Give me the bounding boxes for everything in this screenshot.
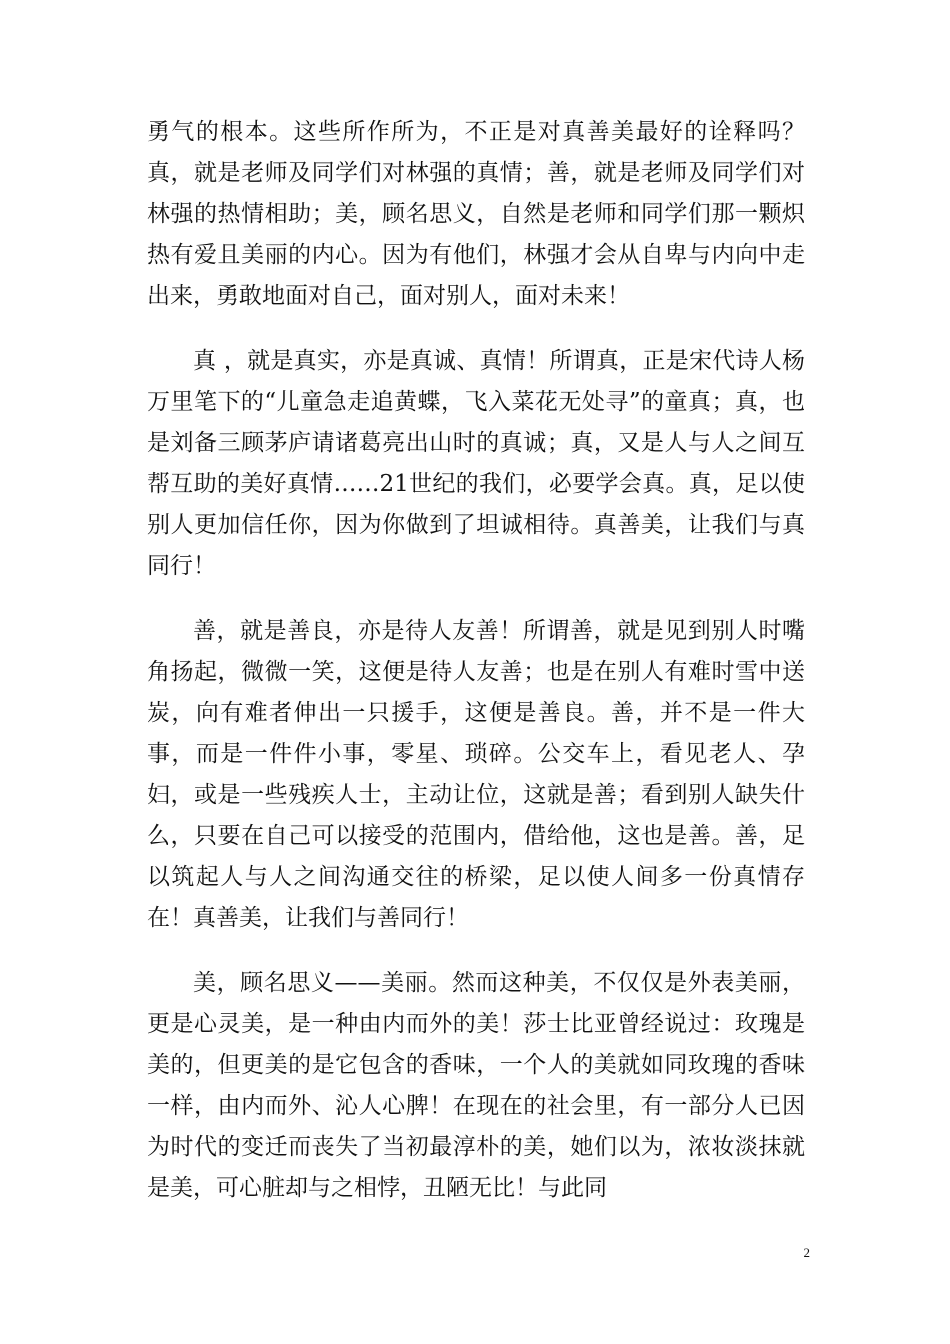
paragraph-2: 真 ，就是真实，亦是真诚、真情！所谓真，正是宋代诗人杨万里笔下的“儿童急走追黄蝶，飞入菜花无处寻”的童真；真，也是刘备三顾茅庐请诸葛亮出山时的真诚；真，又是人与人之间互帮互助的美好真情……21世纪的我们，必要学会真。真，足以使别人更加信任你，因为你做到了坦诚相待。真善美，让我们与真同行！ xyxy=(147,348,805,579)
paragraph-4: 美，顾名思义——美丽。然而这种美，不仅仅是外表美丽，更是心灵美，是一种由内而外的美！莎士比亚曾经说过：玫瑰是美的，但更美的是它包含的香味，一个人的美就如同玫瑰的香味一样，由内而外、沁人心脾！在现在的社会里，有一部分人已因为时代的变迁而丧失了当初最淳朴的美，她们以为，浓妆淡抹就是美，可心脏却与之相悖，丑陋无比！与此同 xyxy=(147,970,805,1201)
paragraph-gap xyxy=(147,939,805,963)
paragraph-gap xyxy=(147,587,805,611)
paragraph-1: 勇气的根本。这些所作所为，不正是对真善美最好的诠释吗？真，就是老师及同学们对林强的真情；善，就是老师及同学们对林强的热情相助；美，顾名思义，自然是老师和同学们那一颗炽热有爱且美丽的内心。因为有他们，林强才会从自卑与内向中走出来，勇敢地面对自己，面对别人，面对未来！ xyxy=(147,119,805,309)
page-number: 2 xyxy=(803,1245,810,1260)
document-body xyxy=(147,112,805,1209)
paragraph-3: 善，就是善良，亦是待人友善！所谓善，就是见到别人时嘴角扬起，微微一笑，这便是待人友善；也是在别人有难时雪中送炭，向有难者伸出一只援手，这便是善良。善，并不是一件大事，而是一件件小事，零星、琐碎。公交车上，看见老人、孕妇，或是一些残疾人士，主动让位，这就是善；看到别人缺失什么，只要在自己可以接受的范围内，借给他，这也是善。善，足以筑起人与人之间沟通交往的桥梁，足以使人间多一份真情存在！真善美，让我们与善同行！ xyxy=(147,618,805,931)
paragraph-gap xyxy=(147,317,805,341)
